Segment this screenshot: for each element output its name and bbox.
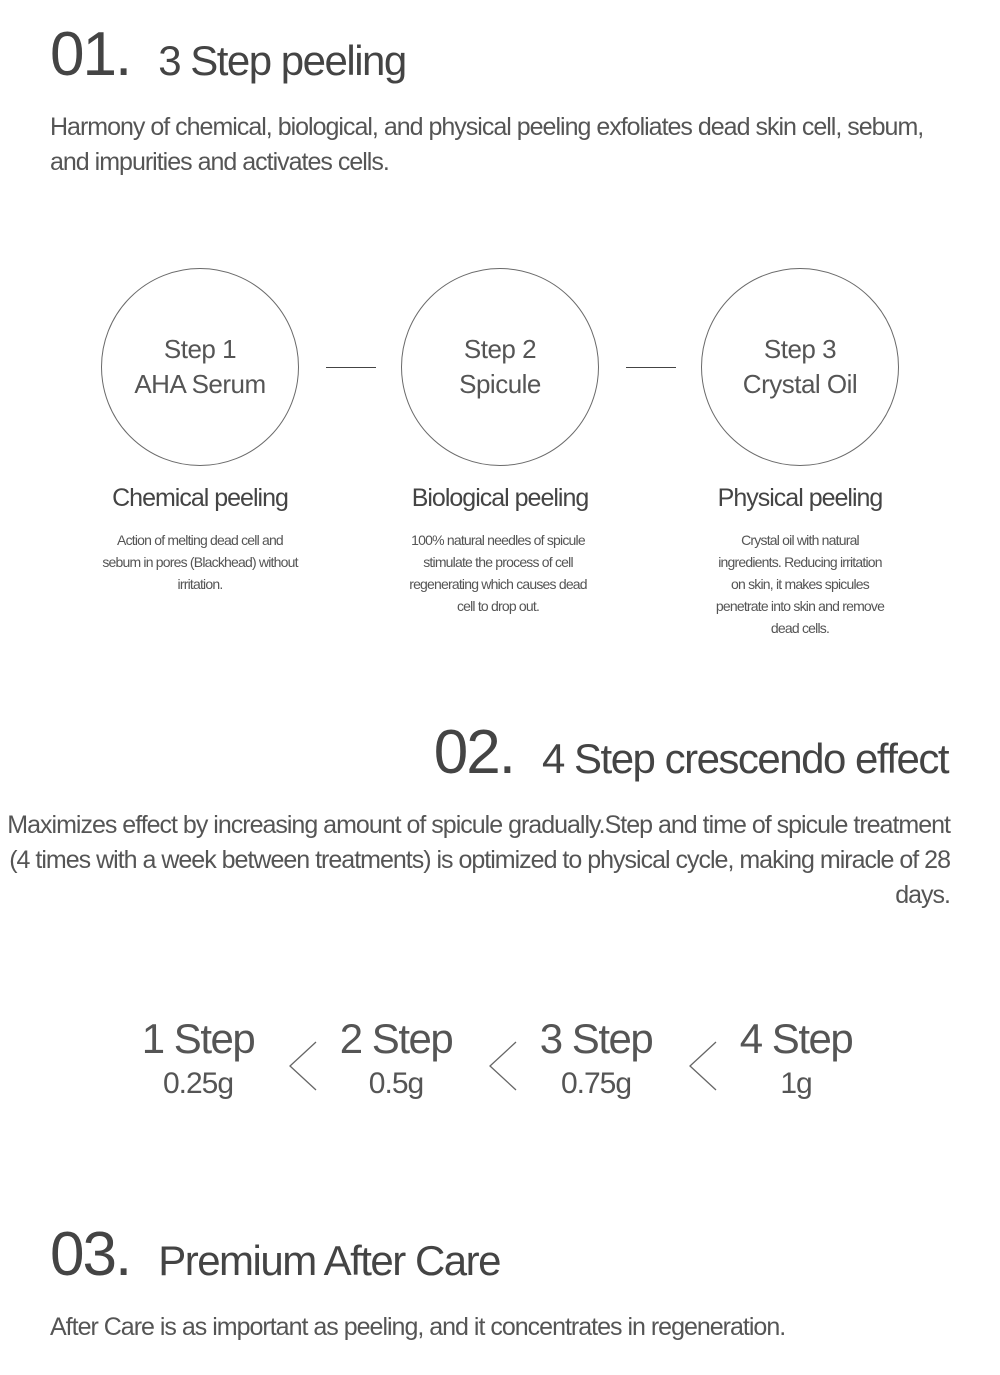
crescendo-step-4 (711, 1014, 881, 1104)
connector-line (626, 367, 676, 368)
section2-description: Maximizes effect by increasing amount of spicule gradually.Step and time of spicule treatment (4 times with a week between treatments) is optimized to physical cycle, making miracle of 28 days. (7, 811, 950, 909)
step1-circle (101, 268, 299, 466)
step2-name: Spicule (459, 369, 541, 399)
step1-label: Step 1 (163, 334, 237, 364)
crescendo-step-1 (113, 1014, 283, 1104)
step2-description: 100% natural needles of spicule stimulate the process of cell regenerating which causes dead cell to drop out. (409, 532, 587, 614)
step3-description: Crystal oil with natural ingredients. Reducing irritation on skin, it makes spicules penetrate into skin and remove dead cells. (715, 532, 885, 636)
crescendo-step-label: 4 Step (739, 1015, 853, 1062)
section2-header (433, 718, 948, 787)
crescendo-step-label: 2 Step (339, 1015, 453, 1062)
step3-peeling-title: Physical peeling (717, 484, 883, 512)
step2-circle (401, 268, 599, 466)
step3-circle (701, 268, 899, 466)
crescendo-step-3 (511, 1014, 681, 1104)
section1-description: Harmony of chemical, biological, and physical peeling exfoliates dead skin cell, sebum, and impurities and activates cells. (50, 113, 924, 176)
section3-title: Premium After Care (158, 1237, 500, 1284)
step1-description: Action of melting dead cell and sebum in pores (Blackhead) without irritation. (102, 532, 298, 592)
section2-number: 02. (433, 718, 514, 787)
step1-peeling-title: Chemical peeling (112, 484, 288, 512)
crescendo-step-amount: 0.5g (368, 1067, 424, 1100)
crescendo-step-amount: 0.75g (560, 1067, 632, 1100)
crescendo-step-2 (311, 1014, 481, 1104)
step2-label: Step 2 (463, 334, 537, 364)
crescendo-step-label: 1 Step (141, 1015, 255, 1062)
step3-name: Crystal Oil (742, 369, 858, 399)
crescendo-step-label: 3 Step (539, 1015, 653, 1062)
step1-name: AHA Serum (134, 369, 266, 399)
section1-number: 01. (50, 20, 131, 89)
step3-label: Step 3 (763, 334, 837, 364)
step2-peeling-title: Biological peeling (411, 484, 589, 512)
crescendo-step-amount: 0.25g (162, 1067, 234, 1100)
section1-title: 3 Step peeling (158, 37, 406, 84)
section3-header (50, 1220, 500, 1289)
section2-title: 4 Step crescendo effect (541, 735, 948, 782)
connector-line (326, 367, 376, 368)
section1-header (50, 20, 406, 89)
crescendo-step-amount: 1g (780, 1067, 812, 1100)
section3-number: 03. (50, 1220, 131, 1289)
section3-description: After Care is as important as peeling, and it concentrates in regeneration. (50, 1313, 786, 1341)
